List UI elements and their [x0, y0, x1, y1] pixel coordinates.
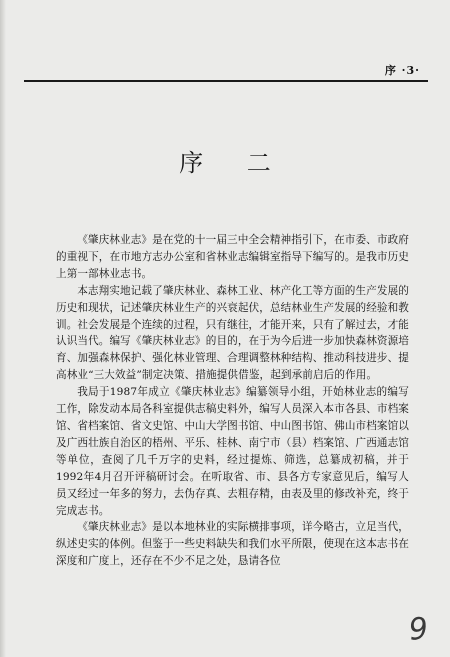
paragraph: 《肇庆林业志》是以本地林业的实际横排事项，详今略古，立足当代，纵述史实的体例。但鉴于一些史料缺失和我们水平所限，使现在这本志书在深度和广度上，还存在不少不足之处，恳请各位 [56, 521, 409, 568]
handwritten-page-mark: 9 [407, 611, 430, 648]
paragraph: 我局于1987年成立《肇庆林业志》编纂领导小组，开始林业志的编写工作，除发动本局各科室提供志稿史料外，编写人员深入本市各县、市档案馆、省档案馆、省文史馆、中山大学图书馆、中山图书馆、佛山市档案馆以及广西壮族自治区的梧州、平乐、桂林、南宁市（县）档案馆、广西通志馆等单位，查阅了几千万字的史料，经过提炼、筛选，总纂成初稿，并于1992年4月召开评稿研讨会。在听取省、市、县各方专家意见后，编写人员又经过一年多的努力，去伪存真、去粗存精，由表及里的修改补充，终于完成志书。 [56, 386, 409, 517]
body-text [56, 232, 409, 570]
paragraph: 本志翔实地记载了肇庆林业、森林工业、林产化工等方面的生产发展的历史和现状，记述肇庆林业生产的兴衰起伏，总结林业生产发展的经验和教训。社会发展是个连续的过程，只有继往，才能开来，只有了解过去，才能认识当代。编写《肇庆林业志》的目的，在于为今后进一步加快森林资源培育、加强森林保护、强化林业管理、合理调整林种结构、推动科技进步、提高林业“三大效益”制定决策、措施提供借鉴，起到承前启后的作用。 [56, 284, 409, 382]
header-rule [24, 80, 428, 82]
paragraph: 《肇庆林业志》是在党的十一届三中全会精神指引下，在市委、市政府的重视下，在市地方志办公室和省林业志编辑室指导下编写的。是我市历史上第一部林业志书。 [56, 234, 409, 280]
section-title: 序 二 [179, 149, 289, 177]
page-edge-shadow [0, 0, 6, 657]
running-head: 序 ·3· [384, 64, 420, 77]
